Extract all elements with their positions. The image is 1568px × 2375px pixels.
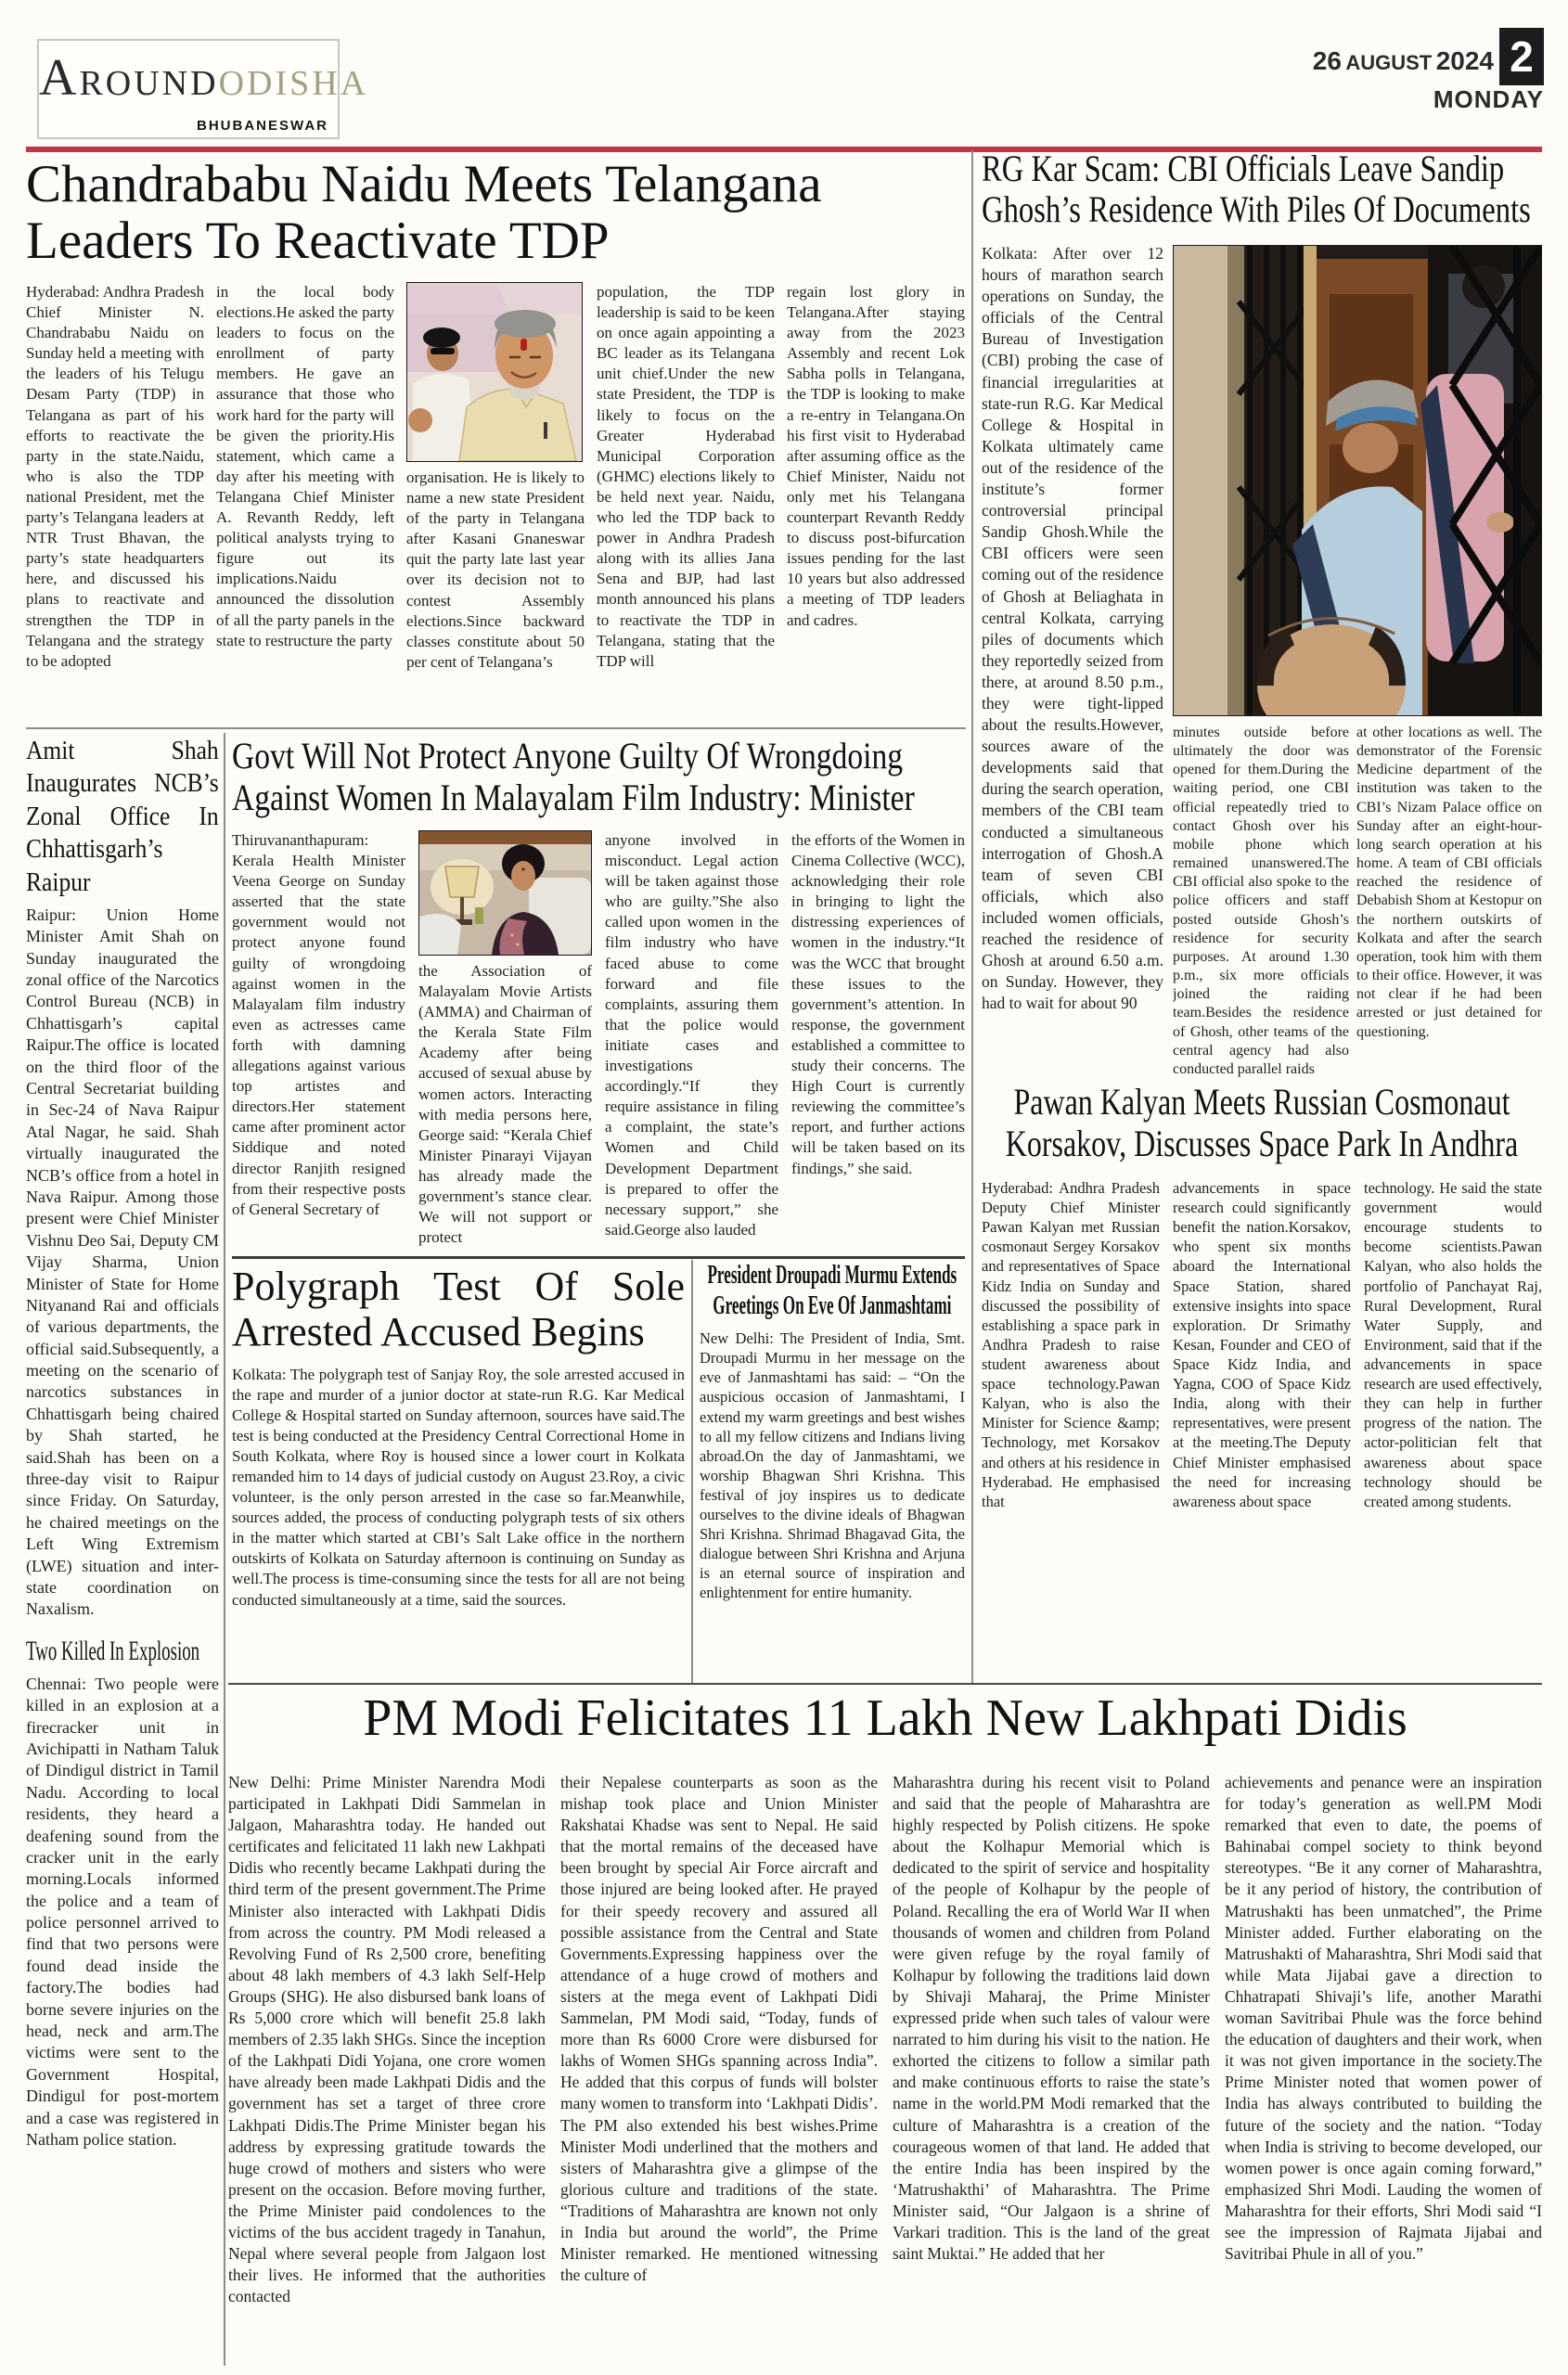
chandrababu-naidu-photo — [406, 282, 583, 462]
date-year: 2024 — [1435, 46, 1494, 75]
pmmodi-col-3: Maharashtra during his recent visit to Poland and said that the people of Maharashtra are highly respected by Polish citizens. He spoke about the Kolhapur Memorial which is dedicated to the spirit of service and hospitality of the people of Kolhapur by the people of Poland. Recalling the era of World War II when thousands of women and children from Poland were given refuge by the royal family of Kolhapur by following the traditions laid down by Shivaji Maharaj, the Prime Minister expressed pride when such tales of valour were narrated to him during his visit to the nation. He exhorted the citizens to follow a similar path and make continuous efforts to raise the state’s name in the world.PM Modi remarked that the culture of Maharashtra is a creation of the courageous women of that land. He added that the entire India has been inspired by the ‘Matrushakthi’ of Maharashtra. The Prime Minister said, “Our Jalgaon is a shrine of Varkari tradition. This is the land of the great saint Muktai.” He added that her — [893, 1773, 1210, 2264]
naidu-col-3-text: organisation. He is likely to name a new state President of the party in Telangana after Kasani Gnaneswar quit the party late last year over its decision not to contest Assembly elections.Since backward classes constitute about 50 per cent of Telangana’s — [406, 469, 585, 671]
amitshah-body: Raipur: Union Home Minister Amit Shah on Sunday inaugurated the zonal office of the Narcotics Control Bureau (NCB) in Chhattisgarh’s capital Raipur.The office is located on the third floor of the Central Secretariat building in Sec-24 of Nava Raipur Atal Nagar, he said. Shah virtually inaugurated the NCB’s office from a hotel in Nava Raipur. Among those present were Chief Minister Vishnu Deo Sai, Deputy CM Vijay Sharma, Union Minister of State for Home Nityanand Rai and officials of various departments, the official said.Subsequently, a meeting on the scenario of narcotics substances in Chhattisgarh being chaired by Shah started, he said.Shah has been on a three-day visit to Raipur since Friday. On Saturday, he chaired meetings on the Left Wing Extremism (LWE) situation and inter-state coordination on Naxalism. — [26, 905, 219, 1619]
murmu-body: New Delhi: The President of India, Smt. Droupadi Murmu in her message on the eve of Janmashtami has said: – “On the auspicious occasion of Janmashtami, I extend my warm greetings and best wishes to all my fellow citizens and Indians living abroad.On the day of Janmashtami, we worship Bhagwan Shri Krishna. This festival of joy inspires us to dedicate ourselves to the divine ideals of Bhagwan Shri Krishna. Shrimad Bhagavad Gita, the dialogue between Shri Krishna and Arjuna is an eternal source of inspiration and enlightenment for entire humanity. — [700, 1329, 965, 1602]
twokilled-body: Chennai: Two people were killed in an explosion at a firecracker unit in Avichipatti in Natham Taluk of Dindigul district in Tamil Nadu. According to local residents, they heard a deafening sound from the cracker unit in the early morning.Locals informed the police and a team of police personnel arrived to find that two persons were found dead inside the factory.The bodies had borne severe injuries on the head, neck and arm.The victims were sent to the Government Hospital, Dindigul for post-mortem and a case was registered in Natham police station. — [26, 1674, 219, 2149]
naidu-col-1: Hyderabad: Andhra Pradesh Chief Minister N. Chandrababu Naidu on Sunday held a meeting with the leaders of his Telugu Desam Party (TDP) in Telangana as part of his efforts to reactivate the party in the state.Naidu, who is also the TDP national President, met the party’s Telangana leaders at NTR Trust Bhavan, the party’s state headquarters here, and discussed his plans to reactivate and strengthen the TDP in Telangana and the strategy to be adopted — [26, 283, 204, 670]
pmmodi-col-1: New Delhi: Prime Minister Narendra Modi participated in Lakhpati Didi Sammelan in Jalgaon, Maharashtra today. He handed out certificates and felicitated 11 lakh new Lakhpati Didis who recently became Lakhpati during the third term of the present government.The Prime Minister also interacted with Lakhpati Didis from across the country. PM Modi released a Revolving Fund of Rs 2,500 crore, benefiting about 48 lakh members of 4.3 lakh Self-Help Groups (SHG). He also disbursed bank loans of Rs 5,000 crore which will benefit 25.8 lakh members of 2.35 lakh SHGs. Since the inception of the Lakhpati Didi Yojana, one crore women have already been made Lakhpati Didis and the government has set a target of three crore Lakhpati Didis.The Prime Minister began his address by expressing gratitude towards the huge crowd of mothers and sisters who were present on the occasion. Before moving further, the Prime Minister paid condolences to the victims of the bus accident tragedy in Tanahun, Nepal where several people from Jalgaon lost their lives. He informed that the authorities contacted — [228, 1773, 546, 2306]
malayalam-headline: Govt Will Not Protect Anyone Guilty Of Wrongdoing Against Women In Malayalam Film Industry: Minister — [232, 736, 915, 818]
amitshah-headline: Amit Shah Inaugurates NCB’s Zonal Office In Chhattisgarh’s Raipur — [26, 736, 219, 897]
pmmodi-col-4: achievements and penance were an inspiration for today’s generation as well.PM Modi remarked that even to date, the poems of Bahinabai compel society to think beyond stereotypes. “Be it any corner of Maharashtra, be it any period of history, the contribution of Matrushakti has been unmatched”, the Prime Minister added. Further elaborating on the Matrushakti of Maharashtra, Shri Modi said that while Mata Jijabai gave a direction to Chhatrapati Shivaji’s life, another Marathi woman Savitribai Phule was the force behind the education of daughters and their work, when it was not given importance in the society.The Prime Minister noted that women power of India has always contributed to building the future of the society and the nation. “Today when India is striving to become developed, our women power is once again coming forward,” emphasized Shri Modi. Lauding the women of Maharashtra for their efforts, Shri Modi said “I see the impression of Rajmata Jijabai and Savitribai Phule in all of you.” — [1225, 1773, 1542, 2264]
vertical-divider-polygraph-murmu — [691, 1260, 693, 1683]
masthead-title — [39, 49, 369, 107]
dateline-date — [1225, 46, 1494, 76]
naidu-col-3 — [406, 282, 585, 729]
horizontal-divider-top-section — [26, 727, 966, 729]
murmu-headline: President Droupadi Murmu Extends Greetings On Eve Of Janmashtami — [707, 1261, 958, 1321]
date-month: AUGUST — [1345, 51, 1433, 74]
article-rgkar — [982, 148, 1542, 1080]
masthead-name-accent: ODISHA — [218, 64, 369, 103]
horizontal-divider-mid-section — [232, 1256, 965, 1259]
rgkar-col-3: at other locations as well. The demonstrator of the Forensic Medicine department of the institution was taken to the CBI’s Nizam Palace office on Sunday after an eight-hour-long search operation at his home. A team of CBI officials reached the residence of Debabish Shom at Kestopur on the northern outskirts of Kolkata and after the search operation, took him with them to their office. However, it was not clear if he had been arrested or just detained for questioning. — [1356, 725, 1542, 1040]
article-polygraph — [232, 1264, 685, 1683]
veena-george-photo — [418, 830, 592, 956]
article-malayalam — [232, 736, 965, 1252]
masthead-initial: A — [39, 49, 80, 107]
vertical-divider-left-column — [224, 733, 225, 2366]
malayalam-col-3: anyone involved in misconduct. Legal action will be taken against those who are guilty.”She also called upon women in the film industry who have faced abuse to come forward and file complaints, assuring them that the police would initiate cases and investigations accordingly.“If they require assistance in filing a complaint, the state’s Women and Child Development Department is prepared to offer the necessary support,” she said.George also lauded — [605, 831, 778, 1239]
malayalam-col-2 — [418, 830, 592, 1248]
malayalam-col-2-text: the Association of Malayalam Movie Artists (AMMA) and Chairman of the Kerala State Film Academy after being accused of sexual abuse by women actors. Interacting with media persons here, George said: “Kerala Chief Minister Pinarayi Vijayan has already made the government’s stance clear. We will not support or protect — [418, 962, 592, 1247]
pawan-col-2: advancements in space research could significantly benefit the nation.Korsakov, who spent six months aboard the International Space Station, shared extensive insights into space exploration. Dr Srimathy Kesan, Founder and CEO of Space Kidz India, and Yagna, COO of Space Kidz India, along with their representatives, were present at the meeting.The Deputy Chief Minister emphasised the need for increasing awareness about space — [1173, 1179, 1351, 1510]
article-pmmodi — [228, 1690, 1542, 2369]
naidu-col-2: in the local body elections.He asked the party leaders to focus on the enrollment of party members. He gave an assurance that those who work hard for the party will be given the priority.His statement, which came a day after his meeting with Telangana Chief Minister A. Revanth Reddy, left political analysts trying to figure out its implications.Naidu announced the dissolution of all the party panels in the state to restructure the party — [216, 283, 394, 649]
rgkar-photo-illustration — [1174, 246, 1541, 715]
dateline-day: MONDAY — [1433, 85, 1544, 113]
article-pawan — [982, 1082, 1542, 1683]
malayalam-col-1: Thiruvananthapuram: Kerala Health Minister Veena George on Sunday asserted that the state government would not protect anyone found guilty of wrongdoing against women in the Malayalam film industry even as actresses came forth with damning allegations against various top artistes and directors.Her statement came after prominent actor Siddique and noted director Ranjith resigned from their respective posts of General Secretary of — [232, 831, 405, 1218]
pawan-headline: Pawan Kalyan Meets Russian Cosmonaut Korsakov, Discusses Space Park In Andhra — [1005, 1082, 1519, 1164]
pmmodi-headline: PM Modi Felicitates 11 Lakh New Lakhpati Didis — [363, 1690, 1407, 1747]
masthead-city: BHUBANESWAR — [197, 118, 328, 134]
pawan-col-1: Hyderabad: Andhra Pradesh Deputy Chief Minister Pawan Kalyan met Russian cosmonaut Sergey Korsakov and representatives of Space Kidz India on Sunday and discussed the possibility of establishing a space park in Andhra Pradesh to raise student awareness about space technology.Pawan Kalyan, who is also the Minister for Science &amp; Technology, met Korsakov and others at his residence in Hyderabad. He emphasised that — [982, 1179, 1160, 1510]
masthead-name-main: ROUND — [79, 64, 219, 103]
naidu-headline: Chandrababu Naidu Meets Telangana Leaders To Reactivate TDP — [26, 156, 822, 270]
article-amitshah — [26, 735, 219, 2364]
masthead-box — [37, 39, 369, 139]
rgkar-col-2: minutes outside before ultimately the door was opened for them.During the waiting period, one CBI official repeatedly tried to contact Ghosh over his mobile phone which remained unanswered.The CBI official also spoke to the police officers and staff posted outside Ghosh’s residence for security purposes. At around 1.30 p.m., six more officials joined the raiding team.Besides the residence of Ghosh, other teams of the central agency had also conducted parallel raids — [1173, 725, 1349, 1077]
twokilled-headline: Two Killed In Explosion — [26, 1635, 200, 1666]
polygraph-body: Kolkata: The polygraph test of Sanjay Roy, the sole arrested accused in the rape and murder of a junior doctor at state-run R.G. Kar Medical College & Hospital started on Sunday afternoon, sources have said.The test is being conducted at the Presidency Central Correctional Home in South Kolkata, where Roy is housed since a lower court in Kolkata remanded him to 14 days of judicial custody on August 23.Roy, a civic volunteer, is the only person arrested in the case so far.Meanwhile, sources added, the process of conducting polygraph tests of six others in the matter which started at CBI’s Salt Lake office in the northern outskirts of Kolkata on Saturday afternoon is continuing on Sunday as well.The process is time-consuming since the tests for all are not being conducted simultaneously at a time, said the sources. — [232, 1365, 685, 1609]
malayalam-col-4: the efforts of the Women in Cinema Collective (WCC), acknowledging their role in bringing to light the distressing experiences of women in the industry.“It was the WCC that brought these issues to the government’s attention. In response, the government established a committee to study their concerns. The High Court is currently reviewing the committee’s report, and further actions will be taken based on its findings,” she said. — [791, 831, 965, 1177]
veena-photo-illustration — [419, 831, 591, 955]
page-number: 2 — [1510, 32, 1534, 81]
polygraph-headline: Polygraph Test Of Sole Arrested Accused Begins — [232, 1264, 685, 1355]
naidu-col-4: population, the TDP leadership is said to be keen on once again appointing a BC leader as its Telangana unit chief.Under the new state President, the TDP is likely to focus on the Greater Hyderabad Municipal Corporation (GHMC) elections likely to be held next year. Naidu, who led the TDP back to power in Andhra Pradesh along with its allies Jana Sena and BJP, had last month announced his plans to reactivate the TDP in Telangana, stating that the TDP will — [597, 283, 775, 670]
article-murmu — [700, 1260, 965, 1683]
page-number-box — [1499, 28, 1544, 85]
rgkar-col-1: Kolkata: After over 12 hours of marathon search operations on Sunday, the officials of the Central Bureau of Investigation (CBI) probing the case of financial irregularities at state-run R.G. Kar Medical College & Hospital in Kolkata ultimately came out of the residence of the institute’s former controversial principal Sandip Ghosh.While the CBI officers were seen coming out of the residence of Ghosh at Beliaghata in central Kolkata, carrying piles of documents which they reportedly seized from there, at around 8.50 p.m., they were tight-lipped about the results.However, sources aware of the developments said that during the search operation, members of the CBI team conducted a simultaneous interrogation of Ghosh.A team of seven CBI officials, which also included women officials, reached the residence of Ghosh at around 6.50 a.m. on Sunday. However, they had to wait for about 90 — [982, 244, 1163, 1013]
pmmodi-col-2: their Nepalese counterparts as soon as the mishap took place and Union Minister Rakshatai Khadse was sent to Nepal. He said that the mortal remains of the deceased have been brought by special Air Force aircraft and those injured are being looked after. He prayed for their speedy recovery and assured all possible assistance from the Central and State Governments.Expressing happiness over the attendance of a huge crowd of mothers and sisters at the mega event of Lakhpati Didi Sammelan, PM Modi said, “Today, funds of more than Rs 6000 Crore were disbursed for lakhs of Women SHGs spanning across India”. He added that this corpus of funds will bolster many women to transform into ‘Lakhpati Didis’. The PM also extended his best wishes.Prime Minister Modi underlined that the mothers and sisters of Maharashtra give a glimpse of the glorious culture and traditions of the state. “Traditions of Maharashtra are known not only in India but around the world”, the Prime Minister remarked. He mentioned witnessing the culture of — [560, 1773, 878, 2285]
article-naidu — [26, 156, 965, 729]
pawan-col-3: technology. He said the state government would encourage students to become scientists.Pawan Kalyan, who also holds the portfolio of Panchayat Raj, Rural Development, Rural Water Supply, and Environment, said that if the advancements in space research are used effectively, they can help in further progress of the nation. The actor-politician felt that awareness about space technology should be created among students. — [1364, 1179, 1542, 1510]
horizontal-divider-bottom-section — [228, 1683, 1542, 1685]
date-day-number: 26 — [1312, 46, 1342, 75]
naidu-photo-illustration — [407, 283, 582, 461]
naidu-col-5: regain lost glory in Telangana.After staying away from the 2023 Assembly and recent Lok Sabha polls in Telangana, the TDP is looking to make a re-entry in Telangana.On his first visit to Hyderabad after assuming office as the Chief Minister, Naidu not only met his Telangana counterpart Revanth Reddy to discuss post-bifurcation issues pending for the last 10 years but also addressed a meeting of TDP leaders and cadres. — [787, 283, 965, 629]
vertical-divider-main — [971, 150, 973, 1685]
rgkar-cbi-photo — [1173, 245, 1542, 716]
rgkar-headline: RG Kar Scam: CBI Officials Leave Sandip Ghosh’s Residence With Piles Of Documents — [982, 148, 1531, 230]
